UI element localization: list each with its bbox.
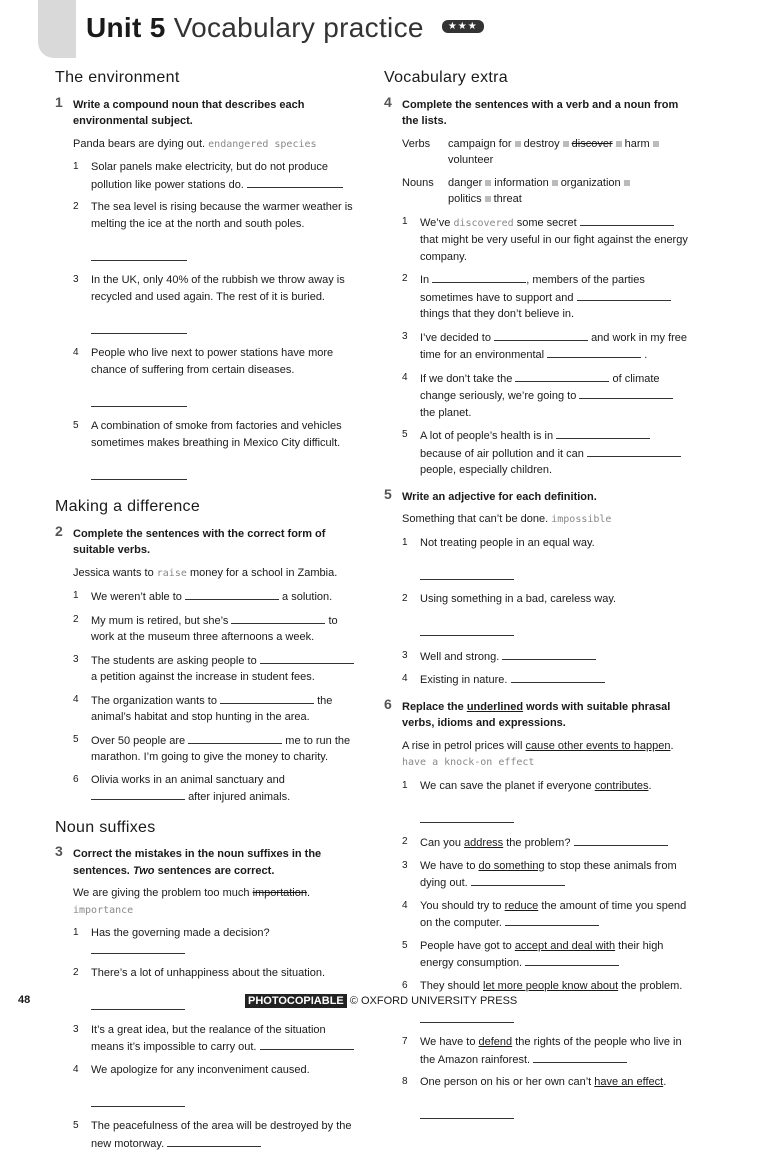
word: organization <box>560 176 621 189</box>
item-text: A combination of smoke from factories and vehicles sometimes makes breathing in Mexico City difficult. <box>91 420 342 449</box>
item-text: to stop these animals from dying out. <box>420 859 677 889</box>
item-text: People who live next to power stations have more chance of suffering from certain diseases. <box>91 347 334 376</box>
word: danger <box>448 176 483 189</box>
exercise-5 <box>384 485 694 689</box>
list-item: 5 A combination of smoke from factories and vehicles sometimes makes breathing in Mexico City difficult. <box>73 418 360 485</box>
answer-blank[interactable] <box>185 588 279 600</box>
instruction-text: Correct the mistakes in the noun suffixes in the sentences. <box>73 848 322 877</box>
item-text: the marathon. I’m going to give the money to charity. <box>91 734 351 763</box>
item-text: Well and strong. <box>420 650 500 663</box>
item-text: Using something in a bad, careless way. <box>420 593 617 605</box>
exercise-number: 3 <box>55 843 63 859</box>
list-item: 3 I’ve decided to and work in my free time for an environmental . <box>402 330 688 361</box>
item-text: Not treating people in an equal way. <box>420 536 595 549</box>
item-text: Olivia works in an animal sanctuary and <box>91 773 285 786</box>
answer-blank[interactable] <box>420 1011 514 1023</box>
list-item: 3 The students are asking people to a petition against the increase in student fees. <box>73 652 360 686</box>
example-text: Something that can’t be done. <box>402 513 549 525</box>
list-item: 3 It’s a great idea, but the realance of the situation means it’s impossible to carry out. <box>73 1022 360 1056</box>
item-text: We have to <box>420 859 476 872</box>
instruction: Complete the sentences with a verb and a noun from the lists. <box>402 98 679 127</box>
example-underlined: cause other events to happen <box>525 739 671 752</box>
example-strike: importation <box>252 887 307 899</box>
word: information <box>494 176 549 189</box>
answer-blank[interactable] <box>247 176 343 188</box>
item-text: to <box>328 614 338 627</box>
answer-blank[interactable] <box>91 322 187 334</box>
press-credit: © OXFORD UNIVERSITY PRESS <box>349 995 518 1007</box>
answer-blank[interactable] <box>471 874 565 886</box>
instruction: Complete the sentences with the correct form of suitable verbs. <box>73 527 326 556</box>
word: volunteer <box>448 154 494 166</box>
item-text: The organization wants to <box>91 694 217 707</box>
section-heading-environment: The environment <box>55 69 180 86</box>
example-text: Jessica wants to <box>73 566 154 579</box>
nouns-list <box>402 175 694 208</box>
list-item: 2 The sea level is rising because the warmer weather is melting the ice at the north and south poles. <box>73 199 360 266</box>
photocopiable-label: PHOTOCOPIABLE <box>245 994 347 1008</box>
answer-blank[interactable] <box>91 788 185 800</box>
list-item: 1 Has the governing made a decision? <box>73 925 360 959</box>
answer-blank[interactable] <box>91 395 187 407</box>
item-underlined: let more people know about <box>483 979 619 992</box>
verbs-label: Verbs <box>402 137 431 150</box>
item-text: animal’s habitat and stop hunting in the area. <box>91 711 310 723</box>
answer-blank[interactable] <box>556 427 650 439</box>
exercise-number: 6 <box>384 695 392 712</box>
item-text: the problem? <box>506 837 571 849</box>
instruction <box>402 699 694 732</box>
answer-blank[interactable] <box>494 329 588 341</box>
item-underlined: contributes <box>594 779 649 792</box>
item-text: a petition against the increase in student fees. <box>91 671 315 683</box>
item-text: me to run <box>285 734 332 747</box>
answer-blank[interactable] <box>91 998 185 1010</box>
list-item: 1 We weren’t able to a solution. <box>73 590 333 603</box>
word: harm <box>624 137 650 150</box>
list-item: 4 The organization wants to the animal’s habitat and stop hunting in the area. <box>73 693 333 723</box>
list-item: 3 Well and strong. <box>402 648 694 666</box>
example <box>73 565 360 583</box>
item-text: after injured animals. <box>188 791 291 803</box>
nouns-words <box>448 175 694 208</box>
item-text: We can save the planet if everyone <box>420 779 592 792</box>
answer-blank[interactable] <box>505 914 599 926</box>
section-heading-suffixes: Noun suffixes <box>55 818 156 836</box>
list-item: 1 We can save the planet if everyone contributes. <box>402 778 694 829</box>
verbs-words <box>448 136 694 169</box>
instruction-text: words with suitable phrasal verbs, idioms and expressions. <box>402 700 671 729</box>
list-item: 4 You should try to reduce the amount of time you spend on the computer. <box>402 899 687 929</box>
list-item: 7 We have to defend the rights of the people who live in the Amazon rainforest. <box>402 1036 682 1066</box>
unit-label: Unit 5 <box>86 12 166 43</box>
list-item: 2 In , members of the parties sometimes have to support and things that they don’t believe in. <box>402 271 694 323</box>
answer-blank[interactable] <box>420 568 514 580</box>
word: politics <box>448 193 482 205</box>
title-text: Vocabulary practice <box>173 12 424 43</box>
list-item: 4 We apologize for any inconveniment caused. <box>73 1062 360 1113</box>
item-text: The sea level is rising because the warmer weather is melting the ice at the north and south poles. <box>91 201 353 230</box>
item-text: They should <box>420 979 480 992</box>
item-text: Existing in nature. <box>420 674 508 686</box>
item-text: their high energy consumption. <box>420 939 664 969</box>
example-text: Panda bears are dying out. <box>73 137 206 150</box>
example-text: A rise in petrol prices will <box>402 739 523 752</box>
footer-credit <box>245 995 517 1007</box>
item-text: , members of the parties <box>526 274 645 286</box>
item-text: The students are asking people to <box>91 654 257 667</box>
answer-blank[interactable] <box>525 954 619 966</box>
answer-blank[interactable] <box>502 648 596 660</box>
item-text: There’s a lot of unhappiness about the situation. <box>91 967 326 979</box>
example-answer: endangered species <box>208 138 317 150</box>
exercise-number: 2 <box>55 522 63 539</box>
list-item: 1 We’ve discovered some secret that might be very useful in our fight against the energy company. <box>402 215 688 263</box>
answer-blank[interactable] <box>533 1051 627 1063</box>
item-text: and work in my free <box>591 331 688 344</box>
item-text: I’ve decided to <box>420 331 491 344</box>
example <box>73 136 360 154</box>
answer-blank[interactable] <box>231 612 325 624</box>
item-underlined: have an effect <box>594 1076 664 1088</box>
answer-blank[interactable] <box>91 1095 185 1107</box>
item-text: If we don’t take the <box>420 372 513 385</box>
list-item: 5 The peacefulness of the area will be destroyed by the new motorway. <box>73 1120 352 1150</box>
example-answer: importance <box>73 904 134 916</box>
item-text: change seriously, we’re going to <box>420 390 577 402</box>
item-text: work at the museum three afternoons a week. <box>91 631 315 643</box>
list-item: 2 Can you address the problem? <box>402 834 694 852</box>
example-text: We are giving the problem too much <box>73 887 250 899</box>
list-item: 4 If we don’t take the of climate change seriously, we’re going to the planet. <box>402 370 694 422</box>
list-item: 1 Not treating people in an equal way. <box>402 535 694 586</box>
answer-blank[interactable] <box>547 346 641 358</box>
item-text: We apologize for any inconveniment caused. <box>91 1063 310 1076</box>
answer-blank[interactable] <box>91 942 185 954</box>
item-underlined: defend <box>478 1036 513 1048</box>
exercise-1 <box>55 93 360 486</box>
list-item: 8 One person on his or her own can’t have an effect. <box>402 1074 694 1125</box>
example: A rise in petrol prices will cause other events to happen. have a knock-on effect <box>402 739 674 768</box>
item-text: things that they don’t believe in. <box>420 308 575 320</box>
item-text: a solution. <box>282 591 333 603</box>
item-text: the planet. <box>420 406 472 419</box>
item-text: the amount of time you spend on the computer. <box>420 899 687 929</box>
answer-blank[interactable] <box>580 214 674 226</box>
list-item: 5 A lot of people’s health is in because of air pollution and it can people, especially children. <box>402 427 694 479</box>
word: threat <box>493 193 522 205</box>
item-text: In the UK, only 40% of the rubbish we throw away is recycled and used again. The rest of it is buried. <box>91 274 345 303</box>
example-answer: raise <box>156 567 187 579</box>
instruction-text: Two <box>132 864 155 877</box>
answer-blank[interactable] <box>577 289 671 301</box>
list-item: 2 There’s a lot of unhappiness about the situation. <box>73 965 360 1016</box>
instruction <box>73 846 360 879</box>
item-text: because of air pollution and it can <box>420 447 584 460</box>
exercise-number: 5 <box>384 485 392 502</box>
page-number: 48 <box>18 994 31 1006</box>
example <box>402 511 694 529</box>
item-text: One person on his or her own can’t <box>420 1076 592 1088</box>
answer-blank[interactable] <box>432 271 526 283</box>
item-underlined: reduce <box>504 899 539 912</box>
answer-blank[interactable] <box>515 370 609 382</box>
answer-blank[interactable] <box>188 732 282 744</box>
answer-blank[interactable] <box>91 468 187 480</box>
example-answer: have a knock-on effect <box>402 757 535 768</box>
answer-blank[interactable] <box>420 1107 514 1119</box>
example: We are giving the problem too much importation. importance <box>73 887 311 916</box>
item-text: time for an environmental <box>420 349 545 361</box>
item-text: Solar panels make electricity, but do not produce pollution like power stations do. <box>91 161 329 191</box>
right-column <box>384 70 694 1125</box>
item-text: the rights of the people who live in the Amazon rainforest. <box>420 1036 682 1066</box>
example-answer: discovered <box>453 217 514 229</box>
instruction-text: sentences are correct. <box>157 864 275 877</box>
item-text: Over 50 people are <box>91 734 186 747</box>
page-title <box>86 12 484 44</box>
word-used: discover <box>571 137 613 150</box>
answer-blank[interactable] <box>91 249 187 261</box>
list-item: 3 In the UK, only 40% of the rubbish we throw away is recycled and used again. The rest of it is buried. <box>73 272 360 339</box>
answer-blank[interactable] <box>587 445 681 457</box>
item-text: Has the governing made a decision? <box>91 927 270 939</box>
item-text: It’s a great idea, but the realance of the situation means it’s impossible to carry out. <box>91 1023 326 1053</box>
example-text: money for a school in Zambia. <box>189 566 338 579</box>
exercise-4 <box>384 93 694 479</box>
answer-blank[interactable] <box>579 387 673 399</box>
item-text: sometimes have to support and <box>420 291 574 304</box>
answer-blank[interactable] <box>574 834 668 846</box>
list-item: 5 Over 50 people are me to run the marathon. I’m going to give the money to charity. <box>73 733 351 763</box>
item-text: that <box>420 234 439 246</box>
answer-blank[interactable] <box>260 1038 354 1050</box>
instruction: Write an adjective for each definition. <box>402 490 597 503</box>
item-text: of climate <box>612 372 660 385</box>
list-item: 2 Using something in a bad, careless way. <box>402 591 694 642</box>
word: campaign for <box>448 137 512 150</box>
exercise-2 <box>55 522 360 806</box>
answer-blank[interactable] <box>260 652 354 664</box>
example-answer: impossible <box>551 514 612 525</box>
list-item: 5 People have got to accept and deal with their high energy consumption. <box>402 939 664 969</box>
item-text: the problem. <box>621 979 683 992</box>
exercise-number: 1 <box>55 93 63 110</box>
section-heading-difference: Making a difference <box>55 498 201 515</box>
instruction: Write a compound noun that describes each environmental subject. <box>73 98 305 127</box>
item-text: people, especially children. <box>420 464 553 476</box>
answer-blank[interactable] <box>167 1135 261 1147</box>
exercise-number: 4 <box>384 93 392 110</box>
item-underlined: accept and deal with <box>514 939 616 952</box>
instruction-text: underlined <box>466 700 524 713</box>
instruction-text: Replace the <box>402 700 464 713</box>
left-column <box>55 70 360 1152</box>
answer-blank[interactable] <box>220 692 314 704</box>
item-text: the <box>317 694 333 707</box>
item-underlined: address <box>464 837 504 849</box>
list-item: 4 Existing in nature. <box>402 671 694 689</box>
answer-blank[interactable] <box>511 671 605 683</box>
item-text: My mum is retired, but she’s <box>91 614 229 627</box>
list-item: 2 My mum is retired, but she’s to work at the museum three afternoons a week. <box>73 613 338 643</box>
list-item: 3 We have to do something to stop these animals from dying out. <box>402 859 677 889</box>
difficulty-badge: ★★★ <box>442 20 484 33</box>
item-text: In <box>420 274 430 286</box>
item-text: We weren’t able to <box>91 591 182 603</box>
list-item: 6 They should let more people know about the problem. <box>402 978 694 1029</box>
exercise-6 <box>384 695 694 1125</box>
nouns-label: Nouns <box>402 176 434 189</box>
section-heading-extra: Vocabulary extra <box>384 69 508 86</box>
item-text: A lot of people’s health is in <box>420 430 554 442</box>
list-item: 1 Solar panels make electricity, but do not produce pollution like power stations do. <box>73 159 360 193</box>
list-item: 6 Olivia works in an animal sanctuary and after injured animals. <box>73 773 291 803</box>
item-text: Can you <box>420 837 461 849</box>
item-underlined: do something <box>478 859 545 872</box>
word: destroy <box>523 137 560 150</box>
item-text: some secret <box>516 216 577 229</box>
answer-blank[interactable] <box>420 811 514 823</box>
item-text: might be very useful in our fight against the energy company. <box>420 234 688 263</box>
verbs-list <box>402 136 694 169</box>
item-text: You should try to <box>420 899 502 912</box>
item-text: The peacefulness of the area will be destroyed by the new motorway. <box>91 1120 352 1150</box>
item-text: People have got to <box>420 939 512 952</box>
answer-blank[interactable] <box>420 624 514 636</box>
list-item: 4 People who live next to power stations have more chance of suffering from certain diseases. <box>73 345 360 412</box>
item-text: We have to <box>420 1036 476 1048</box>
item-text: We’ve <box>420 216 451 229</box>
